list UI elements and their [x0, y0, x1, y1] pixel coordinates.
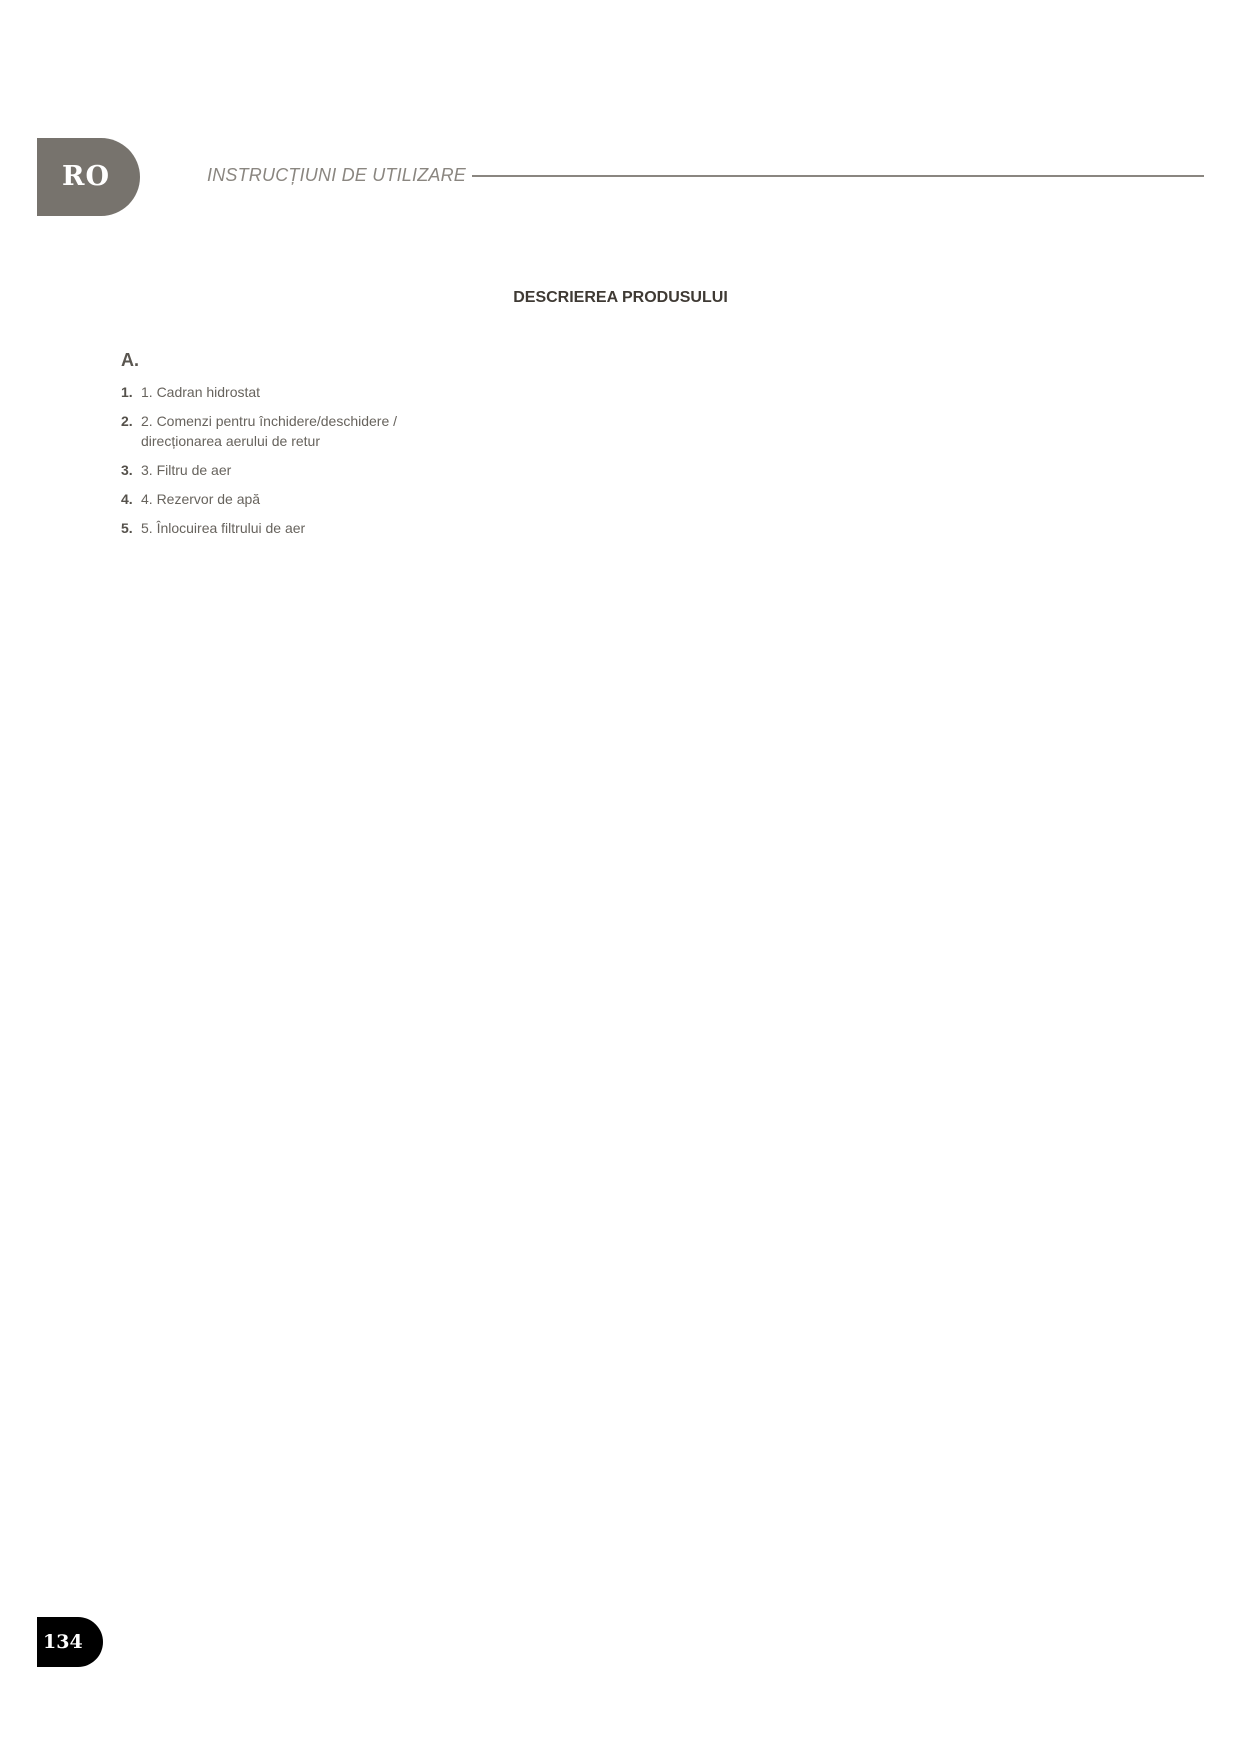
list-item-number: 1. — [121, 384, 133, 400]
language-tab: RO — [37, 138, 140, 216]
list-item-number: 5. — [121, 520, 133, 536]
page-number: 134 — [37, 1617, 103, 1667]
list-item-number: 4. — [121, 491, 133, 507]
list-item-text: 2. Comenzi pentru închidere/deschidere / direcționarea aerului de retur — [141, 413, 398, 449]
list-item — [121, 460, 441, 480]
header-rule — [472, 175, 1204, 177]
section-title — [0, 289, 1241, 307]
list-item-number: 3. — [121, 462, 133, 478]
list-item — [121, 489, 441, 509]
list-item-text: 4. Rezervor de apă — [141, 491, 261, 507]
section-title-text: DESCRIEREA PRODUSULUI — [513, 289, 728, 306]
header-title: INSTRUCȚIUNI DE UTILIZARE — [207, 165, 467, 185]
list-item-number: 2. — [121, 413, 133, 429]
group-label: A. — [121, 350, 139, 370]
list-item — [121, 411, 441, 451]
list-item — [121, 518, 441, 538]
list-item — [121, 382, 441, 402]
list-item-text: 5. Înlocuirea filtrului de aer — [141, 520, 306, 536]
component-list — [121, 382, 441, 547]
list-item-text: 3. Filtru de aer — [141, 462, 232, 478]
list-item-text: 1. Cadran hidrostat — [141, 384, 261, 400]
